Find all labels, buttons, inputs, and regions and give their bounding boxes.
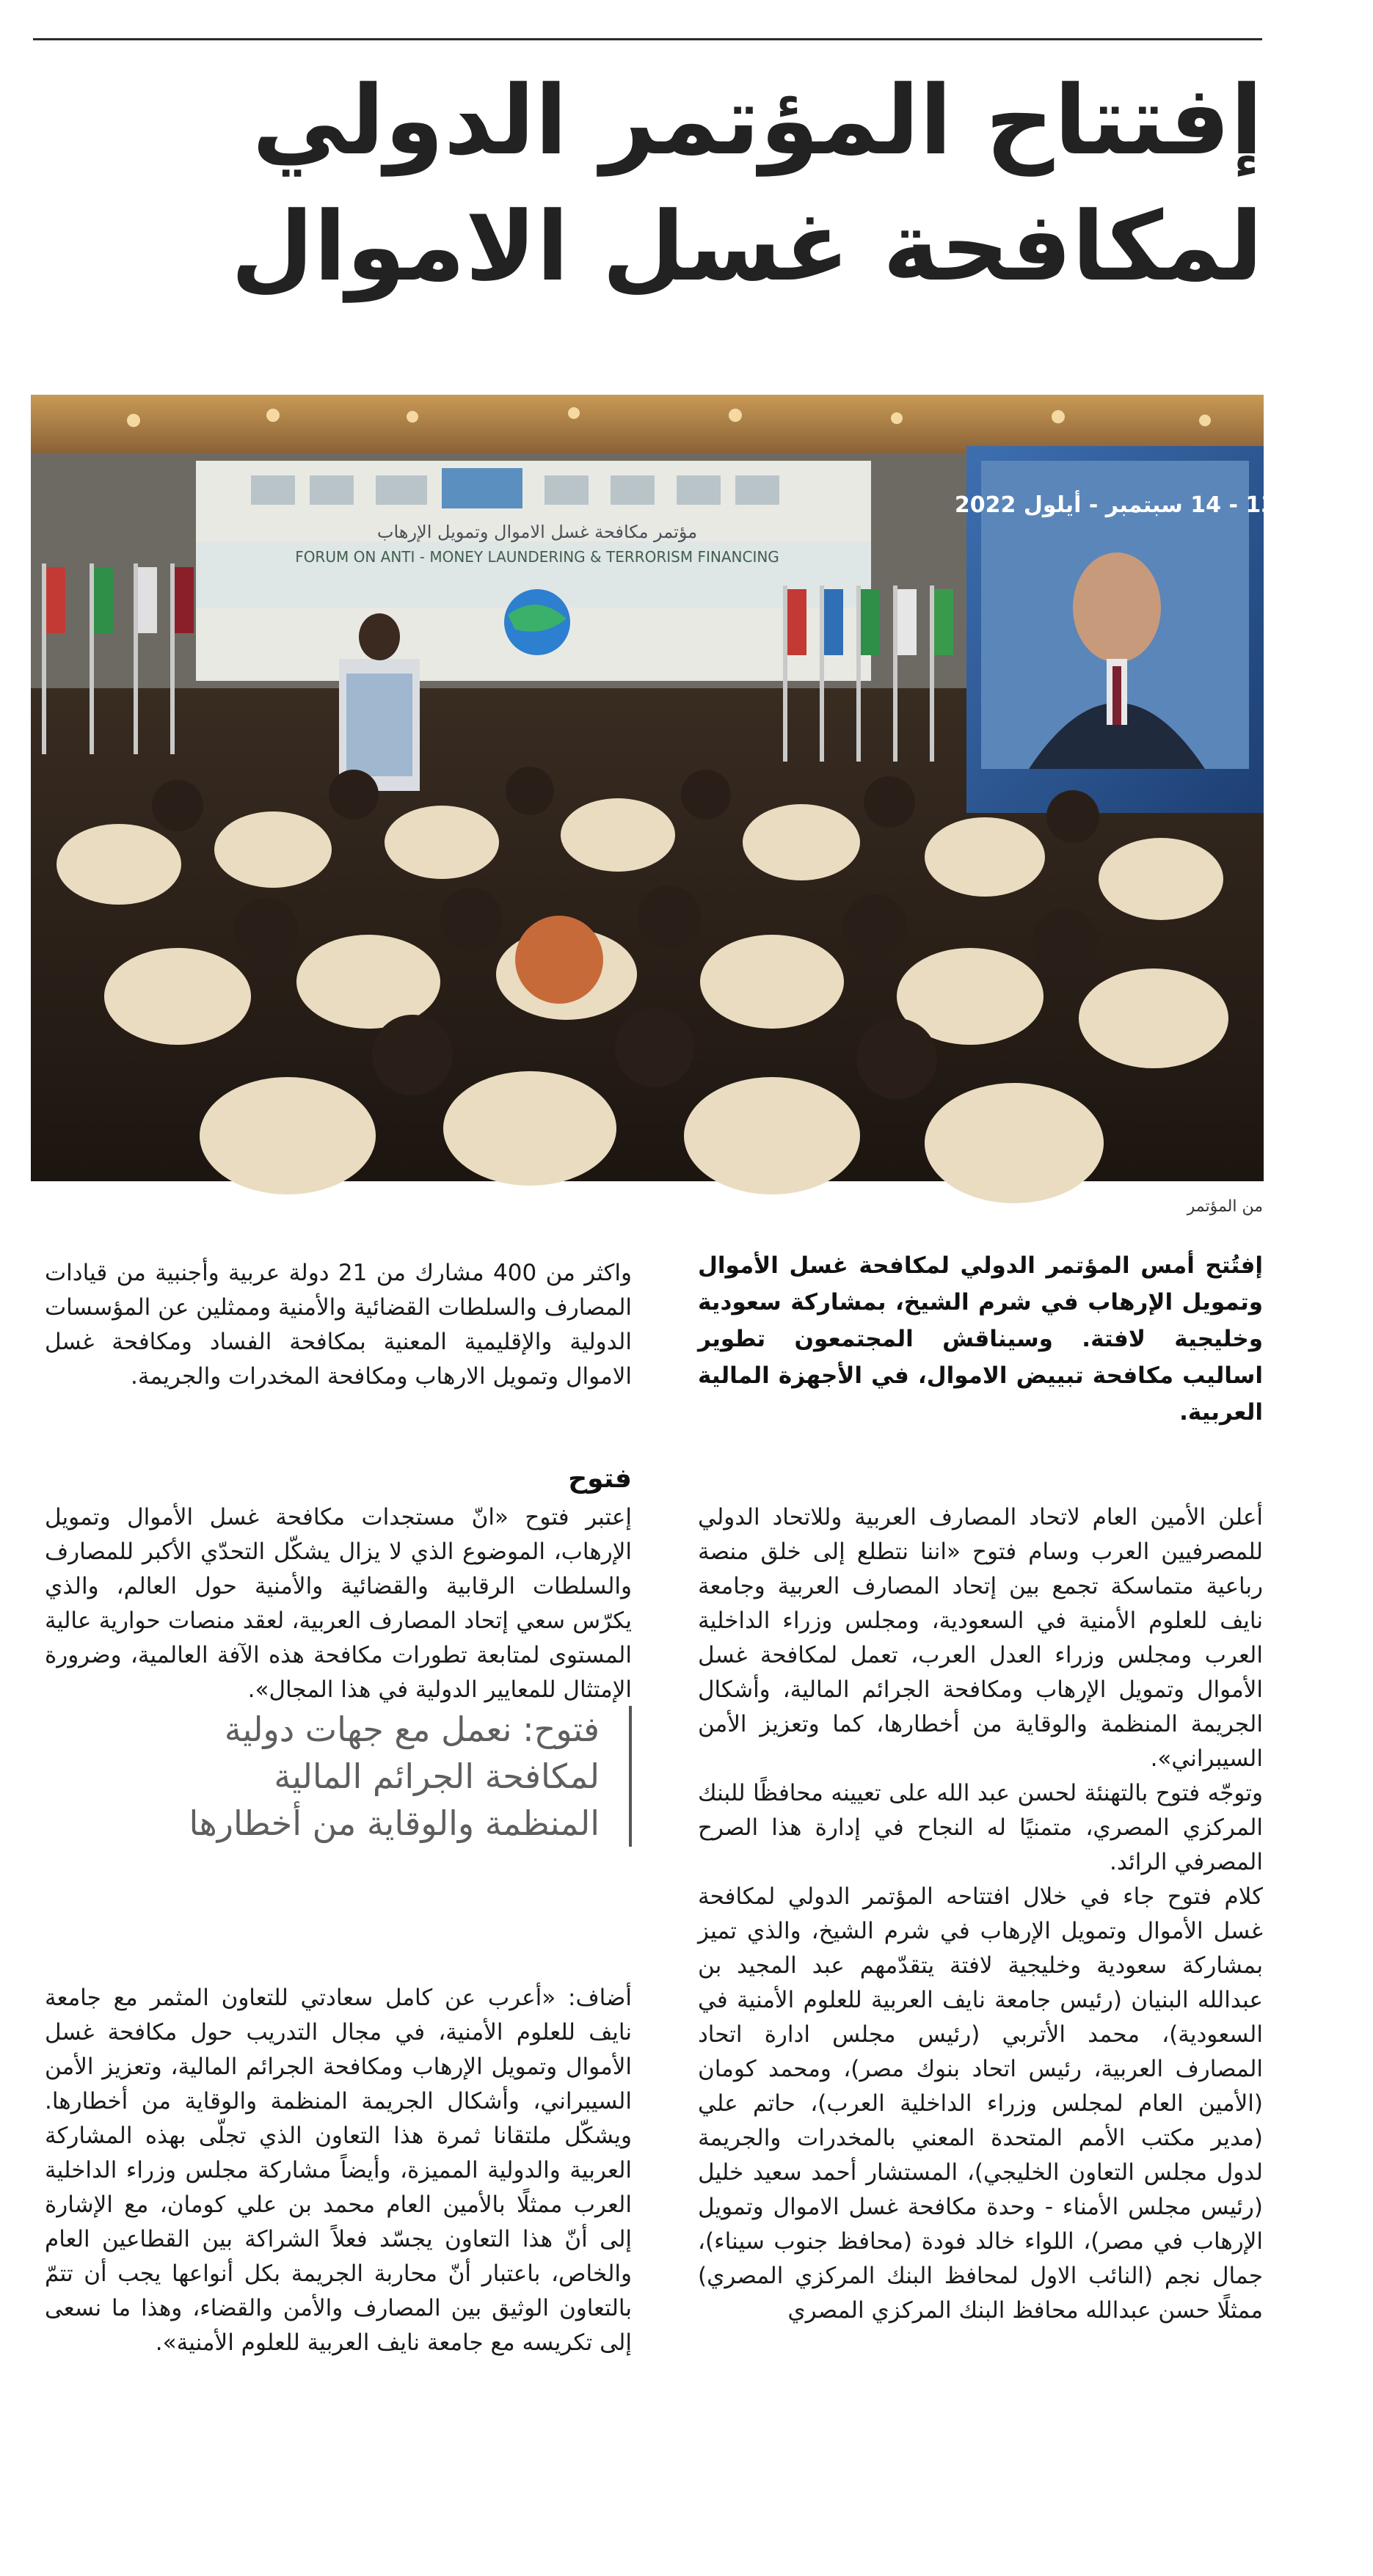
right-column <box>698 1500 1263 2328</box>
right-paragraph-3: كلام فتوح جاء في خلال افتتاحه المؤتمر الدولي لمكافحة غسل الأموال وتمويل الإرهاب في شرم الشيخ، والذي تميز بمشاركة سعودية وخليجية لافتة يتقدّمهم عبد المجيد بن عبدالله البنيان (رئيس جامعة نايف العربية للعلوم الأمنية في السعودية)، محمد الأتربي (رئيس مجلس ادارة اتحاد المصارف العربية، رئيس اتحاد بنوك مصر)، ومحمد كومان (الأمين العام لمجلس وزراء الداخلية العرب)، حاتم علي (مدير مكتب الأمم المتحدة المعني بالمخدرات والجريمة لدول مجلس التعاون الخليجي)، المستشار أحمد سعيد خليل (رئيس مجلس الأمناء - وحدة مكافحة غسل الاموال وتمويل الإرهاب في مصر)، اللواء خالد فودة (محافظ جنوب سيناء)، جمال نجم (النائب الاول لمحافظ البنك المركزي المصري) ممثلًا حسن عبدالله محافظ البنك المركزي المصري <box>698 1883 1263 2324</box>
pull-quote-line-2: لمكافحة الجرائم المالية <box>274 1756 600 1796</box>
pull-quote-line-1: فتوح: نعمل مع جهات دولية <box>224 1710 600 1749</box>
photo-caption: من المؤتمر <box>1187 1197 1263 1216</box>
left-column-middle: إعتبر فتوح «انّ مستجدات مكافحة غسل الأموال وتمويل الإرهاب، الموضوع الذي لا يزال يشكّل التحدّي الأكبر للمصارف والسلطات الرقابية والقضائية والأمنية حول العالم، والذي يكرّس سعي إتحاد المصارف العربية، لعقد منصات حوارية عالية المستوى لمتابعة تطورات مكافحة هذه الآفة العالمية، وضرورة الإمتثال للمعايير الدولية في هذا المجال». <box>45 1504 632 1703</box>
left-column-bottom: أضاف: «أعرب عن كامل سعادتي للتعاون المثمر مع جامعة نايف للعلوم الأمنية، في مجال التدريب حول مكافحة غسل الأموال وتمويل الإرهاب ومكافحة الجرائم المالية، وتعزيز الأمن السيبراني، وأشكال الجريمة المنظمة والوقاية من أخطارها. ويشكّل ملتقانا ثمرة هذا التعاون الذي تجلّى بهذه المشاركة العربية والدولية المميزة، وأيضاً مشاركة مجلس وزراء الداخلية العرب ممثلًا بالأمين العام محمد بن علي كومان، مع الإشارة إلى أنّ هذا التعاون يجسّد فعلاً الشراكة بين القطاعين العام والخاص، باعتبار أنّ محاربة الجريمة بكل أنواعها يجب أن تتمّ بالتعاون الوثيق بين المصارف والأمن والقضاء، وهذا ما نسعى إلى تكريسه مع جامعة نايف العربية للعلوم الأمنية». <box>45 1985 632 2356</box>
pull-quote <box>52 1706 632 1847</box>
article-intro: إفتُتح أمس المؤتمر الدولي لمكافحة غسل الأموال وتمويل الإرهاب في شرم الشيخ، بمشاركة سعودية وخليجية لافتة. وسيناقش المجتمعون تطوير اساليب مكافحة تبييض الاموال، في الأجهزة المالية العربية. <box>698 1252 1263 1426</box>
subheading: فتوح <box>568 1464 632 1494</box>
photo-banner-english: FORUM ON ANTI - MONEY LAUNDERING & TERRORISM FINANCING <box>295 548 779 566</box>
conference-photo <box>31 395 1277 1181</box>
right-paragraph-2: وتوجّه فتوح بالتهنئة لحسن عبد الله على تعيينه محافظًا للبنك المركزي المصري، متمنيًا له النجاح في إدارة هذا الصرح المصرفي الرائد. <box>698 1780 1263 1875</box>
pull-quote-line-3: المنظمة والوقاية من أخطارها <box>189 1803 600 1843</box>
photo-banner-arabic: مؤتمر مكافحة غسل الاموال وتمويل الإرهاب <box>376 522 698 542</box>
top-rule <box>33 38 1262 40</box>
headline-line-2: لمكافحة غسل الاموال <box>230 191 1263 302</box>
left-column-top: واكثر من 400 مشارك من 21 دولة عربية وأجنبية من قيادات المصارف والسلطات القضائية والأمنية وممثلين عن المؤسسات الدولية والإقليمية المعنية بمكافحة الفساد ومكافحة غسل الاموال وتمويل الارهاب ومكافحة المخدرات والجريمة. <box>45 1260 632 1390</box>
right-paragraph-1: أعلن الأمين العام لاتحاد المصارف العربية وللاتحاد الدولي للمصرفيين العرب وسام فتوح «اننا نتطلع إلى خلق منصة رباعية متماسكة تجمع بين إتحاد المصارف العربية وجامعة نايف للعلوم الأمنية في السعودية، ومجلس وزراء الداخلية العرب ومجلس وزراء العدل العرب، تعمل لمكافحة غسل الأموال وتمويل الإرهاب ومكافحة الجرائم المالية، وأشكال الجريمة المنظمة والوقاية من أخطارها، كما وتعزيز الأمن السيبراني». <box>698 1504 1263 1772</box>
screen-date: 13 - 14 سبتمبر - أيلول 2022 <box>954 492 1277 518</box>
headline-line-1: إفتتاح المؤتمر الدولي <box>252 65 1263 176</box>
headline <box>162 57 1263 310</box>
